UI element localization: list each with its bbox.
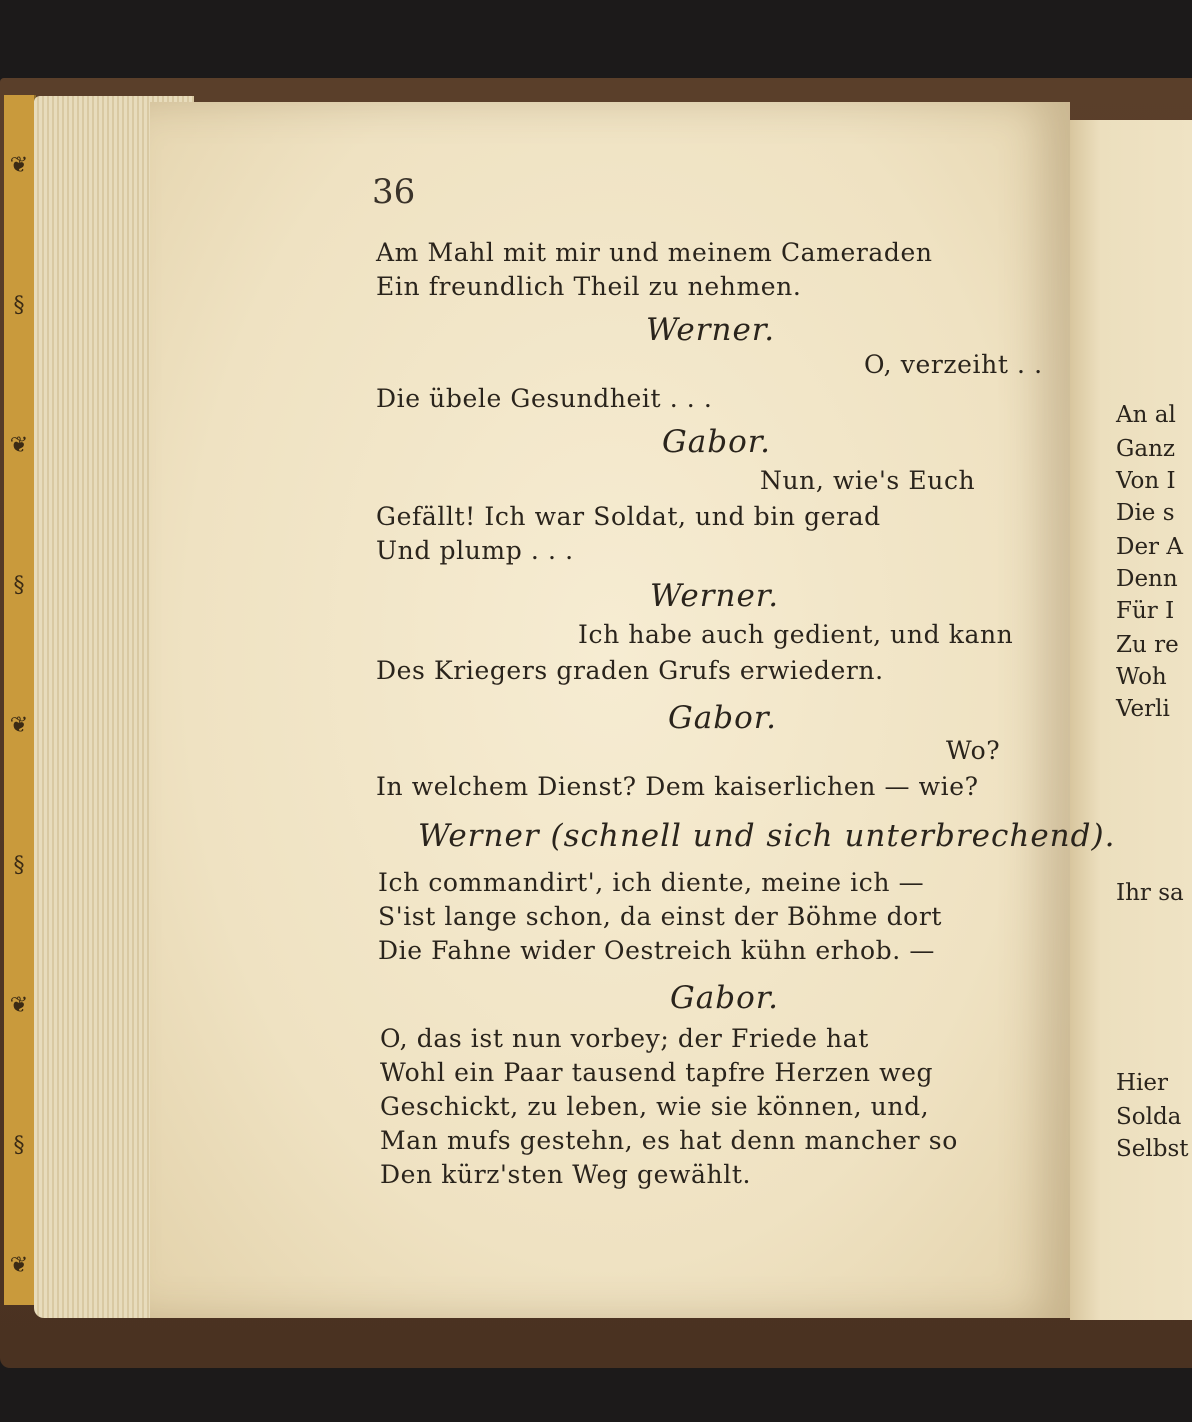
text-line: Wo? (946, 736, 1001, 765)
speaker-name: Gabor. (668, 700, 778, 736)
ornament-icon: ❦ (9, 1253, 29, 1278)
text-line: Gefällt! Ich war Soldat, und bin gerad (376, 502, 881, 531)
ornament-icon: § (13, 573, 25, 598)
text-line: Nun, wie's Euch (760, 466, 976, 495)
text-line: Am Mahl mit mir und meinem Cameraden (376, 238, 933, 267)
page-number: 36 (372, 172, 416, 212)
right-page-fragment: Zu re (1116, 632, 1179, 658)
right-page-fragment: Woh (1116, 664, 1167, 690)
right-page-fragment: Selbst (1116, 1136, 1189, 1162)
text-line: O, das ist nun vorbey; der Friede hat (380, 1024, 869, 1053)
ornament-icon: § (13, 853, 25, 878)
ornament-icon: ❦ (9, 993, 29, 1018)
speaker-name: Werner. (646, 312, 776, 348)
right-page-fragment: Solda (1116, 1104, 1182, 1130)
spine-ornament-strip (4, 95, 36, 1305)
right-page-fragment: Verli (1116, 696, 1170, 722)
text-line: Ich habe auch gedient, und kann (578, 620, 1014, 649)
ornament-icon: § (13, 1133, 25, 1158)
right-page-fragment: Der A (1116, 534, 1183, 560)
ornament-icon: § (13, 293, 25, 318)
right-page-fragment: Hier (1116, 1070, 1169, 1096)
text-line: S'ist lange schon, da einst der Böhme dort (378, 902, 943, 931)
ornament-icon: ❦ (9, 433, 29, 458)
text-line: Die übele Gesundheit . . . (376, 384, 713, 413)
right-page-fragment: Für I (1116, 598, 1175, 624)
right-page-fragment: Von I (1116, 468, 1176, 494)
text-line: Geschickt, zu leben, wie sie können, und, (380, 1092, 930, 1121)
speaker-name: Gabor. (662, 424, 772, 460)
text-line: Ein freundlich Theil zu nehmen. (376, 272, 802, 301)
right-page-fragment: Die s (1116, 500, 1175, 526)
right-page-fragment: Ganz (1116, 436, 1176, 462)
right-page-fragment: Ihr sa (1116, 880, 1184, 906)
text-line: Man mufs gestehn, es hat denn mancher so (380, 1126, 958, 1155)
text-line: Und plump . . . (376, 536, 574, 565)
right-page-fragment: Denn (1116, 566, 1178, 592)
text-line: Ich commandirt', ich diente, meine ich — (378, 868, 925, 897)
text-line: Des Kriegers graden Grufs erwiedern. (376, 656, 884, 685)
text-line: O, verzeiht . . (864, 350, 1043, 379)
ornament-icon: ❦ (9, 713, 29, 738)
right-page-fragment: An al (1116, 402, 1176, 428)
speaker-name: Werner. (650, 578, 780, 614)
ornament-icon: ❦ (9, 153, 29, 178)
text-line: Die Fahne wider Oestreich kühn erhob. — (378, 936, 935, 965)
text-line: Den kürz'sten Weg gewählt. (380, 1160, 752, 1189)
text-line: Wohl ein Paar tausend tapfre Herzen weg (380, 1058, 934, 1087)
speaker-name: Gabor. (670, 980, 780, 1016)
text-line: In welchem Dienst? Dem kaiserlichen — wie? (376, 772, 979, 801)
speaker-name: Werner (schnell und sich unterbrechend). (418, 818, 1116, 854)
